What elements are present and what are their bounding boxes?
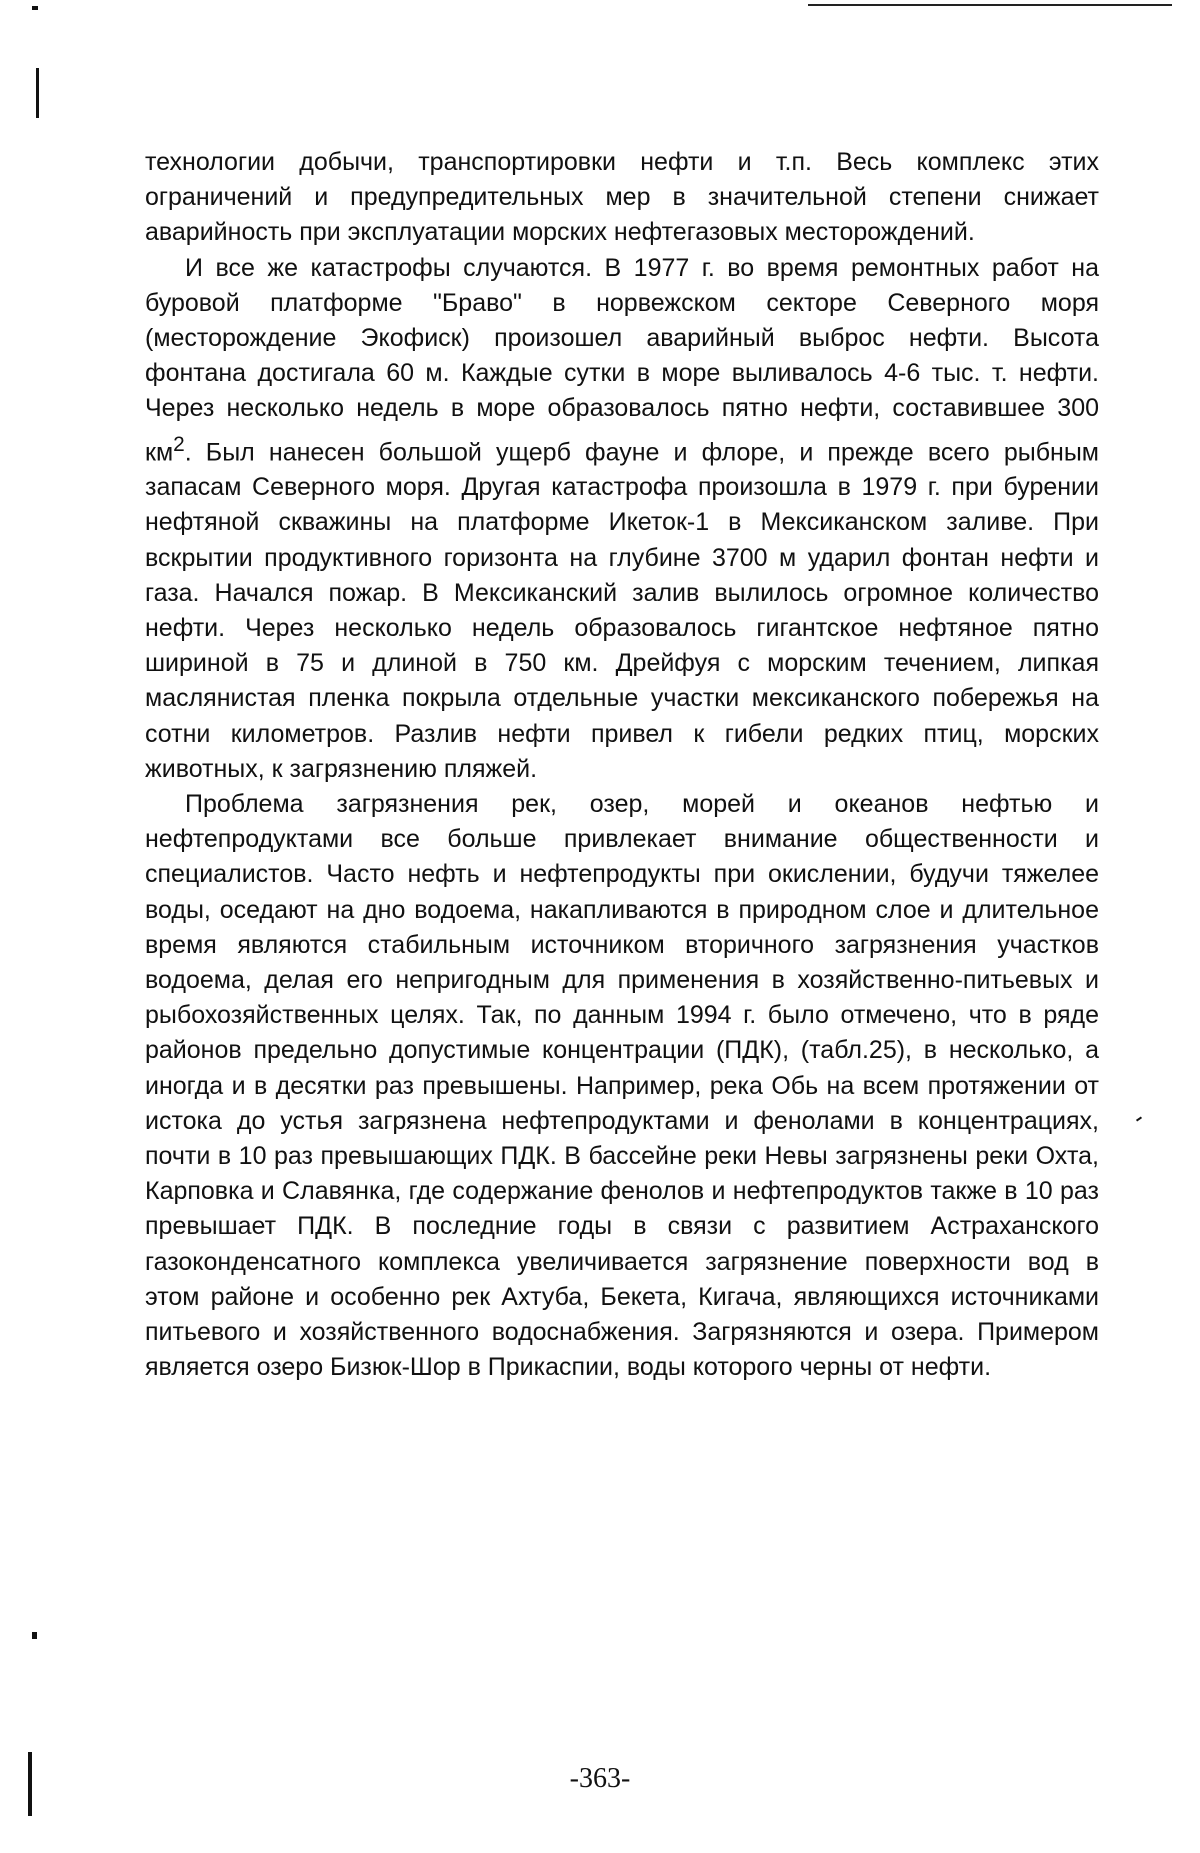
scan-artifact-top-left [32,6,38,10]
scan-artifact-left-dot [32,1632,37,1639]
paragraph-2 [145,251,1099,787]
page-number: -363- [569,1763,631,1794]
paragraph-2-part-1: И все же катастрофы случаются. В 1977 г. во время ремонтных работ на буровой платформе "Браво" в норвежском секторе Северного моря (месторождение Экофиск) произошел аварийный выброс нефти. Высота фонтана достигала 60 м. Каждые сутки в море выливалось 4-6 тыс. т. нефти. Через несколько недель в море образовалось пятно нефти, составившее 300 км [145,253,1099,466]
scan-artifact-right-tick [1136,1116,1142,1121]
top-rule [808,4,1172,6]
paragraph-3: Проблема загрязнения рек, озер, морей и океанов нефтью и нефтепродуктами все больше привлекает внимание общественности и специалистов. Часто нефть и нефтепродукты при окислении, будучи тяжелее воды, оседают на дно водоема, накапливаются в природном слое и длительное время являются стабильным источником вторичного загрязнения участков водоема, делая его непригодным для применения в хозяйственно-питьевых и рыбохозяйственных целях. Так, по данным 1994 г. было отмечено, что в ряде районов предельно допустимые концентрации (ПДК), (табл.25), в несколько, а иногда и в десятки раз превышены. Например, река Обь на всем протяжении от истока до устья загрязнена нефтепродуктами и фенолами в концентрациях, почти в 10 раз превышающих ПДК. В бассейне реки Невы загрязнены реки Охта, Карповка и Славянка, где содержание фенолов и нефтепродуктов также в 10 раз превышает ПДК. В последние годы в связи с развитием Астраханского газоконденсатного комплекса увеличивается загрязнение поверхности вод в этом районе и особенно рек Ахтуба, Бекета, Кигача, являющихся источниками питьевого и хозяйственного водоснабжения. Загрязняются и озера. Примером является озеро Бизюк-Шор в Прикаспии, воды которого черны от нефти. [145,789,1099,1382]
paragraph-2-part-2: . Был нанесен большой ущерб фауне и флоре, и прежде всего рыбным запасам Северного моря. Другая катастрофа произошла в 1979 г. при бурении нефтяной скважины на платформе Икеток-1 в Мексиканском заливе. При вскрытии продуктивного горизонта на глубине 3700 м ударил фонтан нефти и газа. Начался пожар. В Мексиканский залив вылилось огромное количество нефти. Через несколько недель образовалось гигантское нефтяное пятно шириной в 75 и длиной в 750 км. Дрейфуя с морским течением, липкая маслянистая пленка покрыла отдельные участки мексиканского побережья на сотни километров. Разлив нефти привел к гибели редких птиц, морских животных, к загрязнению пляжей. [145,437,1099,783]
paragraph-1: технологии добычи, транспортировки нефти и т.п. Весь комплекс этих ограничений и предупредительных мер в значительной степени снижает аварийность при эксплуатации морских нефтегазовых месторождений. [145,148,1099,247]
superscript-square: 2 [173,432,185,456]
scan-artifact-left-bar [36,68,39,118]
page-body [145,145,1099,1385]
